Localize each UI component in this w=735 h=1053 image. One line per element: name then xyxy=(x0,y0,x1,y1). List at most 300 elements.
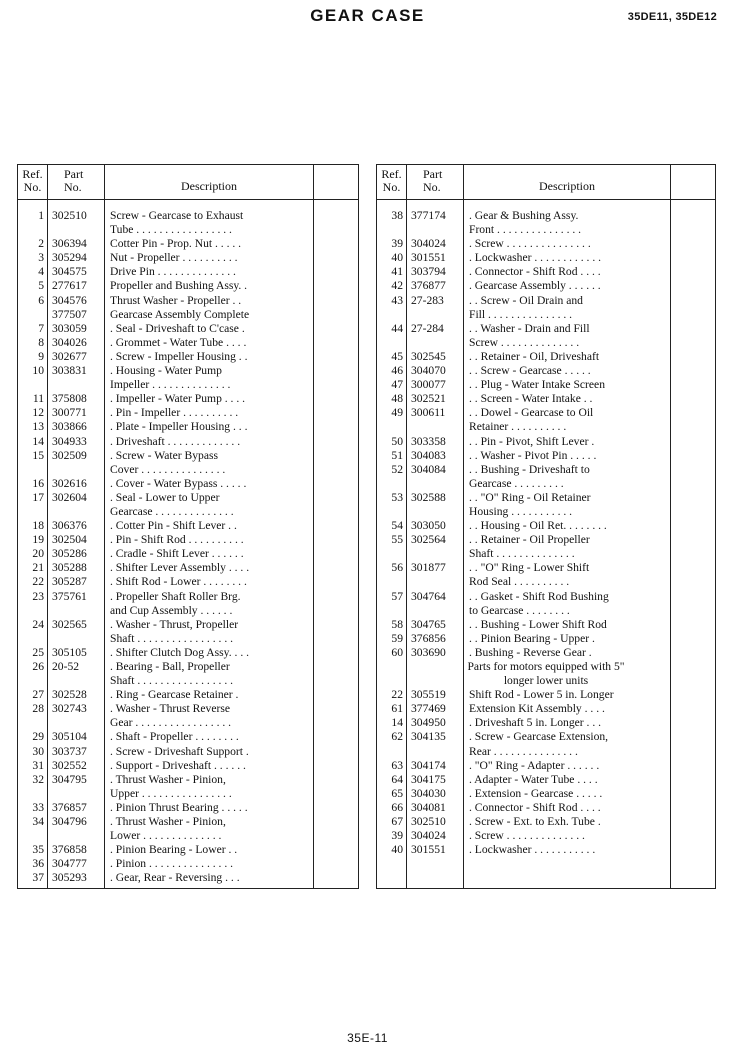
description-header: Description xyxy=(181,179,237,193)
table-row xyxy=(18,787,358,801)
part-number-cell: 302528 xyxy=(52,688,87,702)
ref-cell: 15 xyxy=(32,448,44,462)
table-row xyxy=(18,561,358,575)
description-cell: Shaft . . . . . . . . . . . . . . xyxy=(469,547,575,561)
description-cell: . Gear, Rear - Reversing . . . xyxy=(110,871,240,885)
description-cell: . Cradle - Shift Lever . . . . . . xyxy=(110,547,244,561)
description-cell: . . Screw - Gearcase . . . . . xyxy=(469,364,591,378)
description-cell: Rear . . . . . . . . . . . . . . . xyxy=(469,744,578,758)
description-cell: . Cotter Pin - Shift Lever . . xyxy=(110,519,237,533)
ref-cell: 5 xyxy=(38,279,44,293)
ref-cell: 45 xyxy=(391,349,403,363)
table-row xyxy=(18,308,358,322)
part-number-cell: 305105 xyxy=(52,645,87,659)
table-row xyxy=(18,660,358,674)
part-number-cell: 305294 xyxy=(52,251,87,265)
description-cell: . Bushing - Reverse Gear . xyxy=(469,645,592,659)
note-line: longer lower units xyxy=(503,674,589,688)
description-cell: Housing . . . . . . . . . . . xyxy=(469,504,573,518)
description-cell: . Thrust Washer - Pinion, xyxy=(110,815,226,829)
note-line: Parts for motors equipped with 5" xyxy=(467,660,625,673)
description-cell: . Extension - Gearcase . . . . . xyxy=(469,786,603,800)
ref-cell: 62 xyxy=(391,730,403,744)
ref-cell: 23 xyxy=(32,589,44,603)
table-row xyxy=(18,392,358,406)
description-cell: Tube . . . . . . . . . . . . . . . . . xyxy=(110,223,232,237)
part-number-cell: 302504 xyxy=(52,533,87,547)
description-cell: . . Bushing - Driveshaft to xyxy=(469,462,590,476)
description-cell: Upper . . . . . . . . . . . . . . . . xyxy=(110,786,232,800)
ref-cell: 52 xyxy=(391,462,403,476)
description-cell: . Grommet - Water Tube . . . . xyxy=(110,335,247,349)
ref-cell: 49 xyxy=(391,406,403,420)
table-row xyxy=(377,406,715,420)
description-cell: . Screw - Driveshaft Support . xyxy=(110,744,249,758)
ref-no-header: Ref. No. xyxy=(22,167,43,194)
table-row xyxy=(18,646,358,660)
description-cell: . Pinion Bearing - Lower . . xyxy=(110,843,238,857)
table-row xyxy=(377,378,715,392)
part-number-cell: 304024 xyxy=(411,829,446,843)
ref-cell: 48 xyxy=(391,392,403,406)
table-row xyxy=(18,491,358,505)
part-number-cell: 304135 xyxy=(411,730,446,744)
table-row xyxy=(377,533,715,547)
description-cell: Nut - Propeller . . . . . . . . . . xyxy=(110,251,238,265)
table-row xyxy=(377,251,715,265)
part-number-cell: 303794 xyxy=(411,265,446,279)
description-cell: . . Screen - Water Intake . . xyxy=(469,392,593,406)
part-number-cell: 304030 xyxy=(411,786,446,800)
description-cell: . Pin - Impeller . . . . . . . . . . xyxy=(110,406,239,420)
table-row xyxy=(377,604,715,618)
ref-cell: 22 xyxy=(391,688,403,702)
part-number-cell: 304083 xyxy=(411,448,446,462)
description-cell: . . Plug - Water Intake Screen xyxy=(469,378,605,392)
table-row xyxy=(18,251,358,265)
ref-cell: 20 xyxy=(32,547,44,561)
ref-cell: 59 xyxy=(391,631,403,645)
ref-cell: 31 xyxy=(32,758,44,772)
table-row xyxy=(18,702,358,716)
parts-list-left xyxy=(18,209,358,886)
table-row xyxy=(18,773,358,787)
part-number-cell: 376877 xyxy=(411,279,446,293)
description-cell: Shaft . . . . . . . . . . . . . . . . . xyxy=(110,631,234,645)
ref-cell: 51 xyxy=(391,448,403,462)
description-cell: . Adapter - Water Tube . . . . xyxy=(469,772,598,786)
description-cell: to Gearcase . . . . . . . . xyxy=(469,603,570,617)
description-cell: Retainer . . . . . . . . . . xyxy=(469,420,567,434)
table-row xyxy=(377,223,715,237)
description-cell: . . Retainer - Oil, Driveshaft xyxy=(469,349,600,363)
part-number-cell: 304764 xyxy=(411,589,446,603)
table-row xyxy=(18,674,358,688)
part-number-cell: 27-284 xyxy=(411,321,444,335)
ref-cell: 47 xyxy=(391,378,403,392)
table-row xyxy=(18,223,358,237)
ref-cell: 8 xyxy=(38,335,44,349)
table-row xyxy=(377,265,715,279)
table-row xyxy=(377,773,715,787)
description-cell: . . Gasket - Shift Rod Bushing xyxy=(469,589,609,603)
description-cell: . . Bushing - Lower Shift Rod xyxy=(469,617,607,631)
part-number-cell: 377174 xyxy=(411,209,446,222)
description-cell: . Bearing - Ball, Propeller xyxy=(110,660,230,673)
part-number-cell: 27-283 xyxy=(411,293,444,307)
table-row xyxy=(377,237,715,251)
table-row xyxy=(18,336,358,350)
table-row xyxy=(18,759,358,773)
part-number-cell: 305519 xyxy=(411,688,446,702)
table-row xyxy=(18,350,358,364)
description-cell: . Plate - Impeller Housing . . . xyxy=(110,420,248,434)
table-row xyxy=(377,547,715,561)
table-row xyxy=(377,716,715,730)
part-number-cell: 304777 xyxy=(52,857,87,871)
description-cell: Lower . . . . . . . . . . . . . . xyxy=(110,829,222,843)
part-number-cell: 304765 xyxy=(411,617,446,631)
description-cell: . Gearcase Assembly . . . . . . xyxy=(469,279,601,293)
part-number-cell: 302521 xyxy=(411,392,446,406)
table-row xyxy=(377,702,715,716)
ref-cell: 58 xyxy=(391,617,403,631)
description-cell: . . Pinion Bearing - Upper . xyxy=(469,631,595,645)
part-number-cell: 304026 xyxy=(52,335,87,349)
ref-cell: 3 xyxy=(38,251,44,265)
ref-cell: 33 xyxy=(32,800,44,814)
table-row xyxy=(18,829,358,843)
table-row xyxy=(18,477,358,491)
description-cell: . Gear & Bushing Assy. xyxy=(469,209,579,222)
part-number-cell: 302510 xyxy=(52,209,87,222)
description-cell: . Housing - Water Pump xyxy=(110,364,222,378)
ref-cell: 29 xyxy=(32,730,44,744)
table-row xyxy=(377,730,715,744)
ref-cell: 42 xyxy=(391,279,403,293)
table-row xyxy=(377,449,715,463)
table-row xyxy=(377,505,715,519)
table-row xyxy=(18,857,358,871)
ref-cell: 57 xyxy=(391,589,403,603)
part-number-cell: 301551 xyxy=(411,251,446,265)
part-number-cell: 304795 xyxy=(52,772,87,786)
description-cell: . . Pin - Pivot, Shift Lever . xyxy=(469,434,595,448)
table-row xyxy=(18,294,358,308)
part-number-cell: 20-52 xyxy=(52,660,80,673)
part-number-cell: 303866 xyxy=(52,420,87,434)
table-row xyxy=(18,406,358,420)
table-row xyxy=(377,575,715,589)
ref-cell: 14 xyxy=(32,434,44,448)
part-number-cell: 304796 xyxy=(52,815,87,829)
part-number-cell: 305293 xyxy=(52,871,87,885)
ref-cell: 38 xyxy=(391,209,403,222)
table-row xyxy=(377,463,715,477)
part-number-cell: 375761 xyxy=(52,589,87,603)
description-cell: Shaft . . . . . . . . . . . . . . . . . xyxy=(110,674,234,688)
ref-cell: 7 xyxy=(38,321,44,335)
table-row xyxy=(18,815,358,829)
table-row xyxy=(18,420,358,434)
extension-parts-note xyxy=(377,660,715,688)
ref-cell: 63 xyxy=(391,758,403,772)
model-numbers: 35DE11, 35DE12 xyxy=(627,11,717,23)
description-cell: . . Retainer - Oil Propeller xyxy=(469,533,590,547)
table-row xyxy=(377,759,715,773)
table-row xyxy=(18,378,358,392)
ref-cell: 46 xyxy=(391,364,403,378)
table-row xyxy=(18,279,358,293)
part-number-cell: 304933 xyxy=(52,434,87,448)
description-cell: . . "O" Ring - Oil Retainer xyxy=(469,490,591,504)
ref-cell: 65 xyxy=(391,786,403,800)
ref-cell: 60 xyxy=(391,645,403,659)
description-cell: . . Housing - Oil Ret. . . . . . . . xyxy=(469,519,607,533)
ref-cell: 55 xyxy=(391,533,403,547)
ref-cell: 9 xyxy=(38,349,44,363)
part-number-cell: 304575 xyxy=(52,265,87,279)
ref-cell: 39 xyxy=(391,237,403,251)
table-row xyxy=(18,237,358,251)
description-cell: Impeller . . . . . . . . . . . . . . xyxy=(110,378,231,392)
table-row xyxy=(18,449,358,463)
part-number-cell: 376858 xyxy=(52,843,87,857)
part-number-cell: 303059 xyxy=(52,321,87,335)
ref-cell: 40 xyxy=(391,843,403,857)
part-number-cell: 301551 xyxy=(411,843,446,857)
table-row xyxy=(377,787,715,801)
table-row xyxy=(377,392,715,406)
part-number-cell: 300077 xyxy=(411,378,446,392)
table-row xyxy=(18,364,358,378)
table-row xyxy=(18,322,358,336)
parts-table-left xyxy=(17,164,359,889)
table-row xyxy=(377,477,715,491)
ref-cell: 12 xyxy=(32,406,44,420)
description-cell: Drive Pin . . . . . . . . . . . . . . xyxy=(110,265,236,279)
parts-list-right xyxy=(377,209,715,857)
description-cell: . Shifter Clutch Dog Assy. . . . xyxy=(110,645,250,659)
description-cell: . . "O" Ring - Lower Shift xyxy=(469,561,590,575)
ref-cell: 37 xyxy=(32,871,44,885)
table-row xyxy=(377,618,715,632)
part-number-cell: 302743 xyxy=(52,702,87,716)
table-row xyxy=(377,688,715,702)
description-cell: Cover . . . . . . . . . . . . . . . xyxy=(110,462,226,476)
table-row xyxy=(377,364,715,378)
table-row xyxy=(377,561,715,575)
ref-cell: 4 xyxy=(38,265,44,279)
part-number-cell: 303358 xyxy=(411,434,446,448)
table-row xyxy=(377,646,715,660)
table-row xyxy=(18,730,358,744)
part-number-cell: 302565 xyxy=(52,617,87,631)
part-number-cell: 304576 xyxy=(52,293,87,307)
ref-cell: 56 xyxy=(391,561,403,575)
description-cell: Screw - Gearcase to Exhaust xyxy=(110,209,244,222)
description-cell: Gearcase . . . . . . . . . xyxy=(469,476,564,490)
part-number-cell: 305287 xyxy=(52,575,87,589)
ref-cell: 18 xyxy=(32,519,44,533)
table-row xyxy=(18,463,358,477)
table-row xyxy=(18,505,358,519)
table-row xyxy=(377,308,715,322)
description-cell: . Pinion . . . . . . . . . . . . . . . xyxy=(110,857,234,871)
description-cell: . Screw . . . . . . . . . . . . . . . xyxy=(469,237,591,251)
page-number: 35E-11 xyxy=(347,1031,388,1045)
table-row xyxy=(377,745,715,759)
part-number-cell: 376857 xyxy=(52,800,87,814)
description-cell: Thrust Washer - Propeller . . xyxy=(110,293,242,307)
table-row xyxy=(377,294,715,308)
description-cell: Fill . . . . . . . . . . . . . . . xyxy=(469,307,573,321)
ref-cell: 19 xyxy=(32,533,44,547)
ref-cell: 26 xyxy=(32,660,44,673)
ref-cell: 44 xyxy=(391,321,403,335)
part-number-cell: 304084 xyxy=(411,462,446,476)
description-cell: . Propeller Shaft Roller Brg. xyxy=(110,589,241,603)
ref-cell: 24 xyxy=(32,617,44,631)
description-cell: . Pin - Shift Rod . . . . . . . . . . xyxy=(110,533,244,547)
part-number-cell: 304174 xyxy=(411,758,446,772)
description-cell: . Impeller - Water Pump . . . . xyxy=(110,392,246,406)
description-cell: Cotter Pin - Prop. Nut . . . . . xyxy=(110,237,242,251)
table-row xyxy=(377,829,715,843)
description-cell: . Lockwasher . . . . . . . . . . . . xyxy=(469,251,602,265)
description-cell: . Thrust Washer - Pinion, xyxy=(110,772,226,786)
description-cell: . Driveshaft 5 in. Longer . . . xyxy=(469,716,602,730)
part-number-cell: 277617 xyxy=(52,279,87,293)
table-row xyxy=(18,209,358,223)
description-cell: . . Washer - Drain and Fill xyxy=(469,321,590,335)
table-row xyxy=(377,209,715,223)
description-cell: . . Dowel - Gearcase to Oil xyxy=(469,406,594,420)
description-cell: Gear . . . . . . . . . . . . . . . . . xyxy=(110,716,232,730)
part-number-cell: 302564 xyxy=(411,533,446,547)
part-number-cell: 302509 xyxy=(52,448,87,462)
part-no-header: Part No. xyxy=(64,167,84,194)
part-number-cell: 303737 xyxy=(52,744,87,758)
part-number-cell: 302677 xyxy=(52,349,87,363)
description-cell: . Support - Driveshaft . . . . . . xyxy=(110,758,246,772)
part-number-cell: 303690 xyxy=(411,645,446,659)
table-row xyxy=(18,632,358,646)
table-row xyxy=(377,632,715,646)
part-number-cell: 376856 xyxy=(411,631,446,645)
part-number-cell: 301877 xyxy=(411,561,446,575)
table-row xyxy=(18,745,358,759)
table-row xyxy=(377,322,715,336)
ref-cell: 54 xyxy=(391,519,403,533)
ref-cell: 6 xyxy=(38,293,44,307)
ref-cell: 28 xyxy=(32,702,44,716)
ref-cell: 13 xyxy=(32,420,44,434)
ref-no-header: Ref. No. xyxy=(381,167,402,194)
table-row xyxy=(18,435,358,449)
part-number-cell: 377507 xyxy=(52,307,87,321)
description-cell: . Screw - Water Bypass xyxy=(110,448,219,462)
description-cell: . Driveshaft . . . . . . . . . . . . . xyxy=(110,434,241,448)
table-row xyxy=(18,590,358,604)
ref-cell: 43 xyxy=(391,293,403,307)
table-row xyxy=(377,801,715,815)
description-cell: Front . . . . . . . . . . . . . . . xyxy=(469,223,582,237)
table-row xyxy=(377,519,715,533)
ref-cell: 30 xyxy=(32,744,44,758)
table-row xyxy=(18,871,358,885)
part-no-header: Part No. xyxy=(423,167,443,194)
ref-cell: 36 xyxy=(32,857,44,871)
part-number-cell: 303831 xyxy=(52,364,87,378)
table-row xyxy=(377,815,715,829)
ref-cell: 61 xyxy=(391,702,403,716)
ref-cell: 2 xyxy=(38,237,44,251)
description-cell: . . Washer - Pivot Pin . . . . . xyxy=(469,448,597,462)
description-cell: . Shifter Lever Assembly . . . . xyxy=(110,561,250,575)
table-row xyxy=(18,688,358,702)
table-row xyxy=(18,716,358,730)
description-cell: and Cup Assembly . . . . . . xyxy=(110,603,233,617)
table-row xyxy=(18,533,358,547)
table-row xyxy=(18,547,358,561)
description-cell: . Lockwasher . . . . . . . . . . . xyxy=(469,843,596,857)
ref-cell: 22 xyxy=(32,575,44,589)
part-number-cell: 377469 xyxy=(411,702,446,716)
ref-cell: 14 xyxy=(391,716,403,730)
part-number-cell: 304175 xyxy=(411,772,446,786)
ref-cell: 27 xyxy=(32,688,44,702)
part-number-cell: 304081 xyxy=(411,800,446,814)
table-row xyxy=(377,350,715,364)
ref-cell: 11 xyxy=(32,392,44,406)
ref-cell: 10 xyxy=(32,364,44,378)
description-header: Description xyxy=(539,179,595,193)
description-cell: . Screw - Gearcase Extension, xyxy=(469,730,609,744)
table-row xyxy=(377,420,715,434)
ref-cell: 25 xyxy=(32,645,44,659)
table-row xyxy=(377,590,715,604)
description-cell: Shift Rod - Lower 5 in. Longer xyxy=(469,688,614,702)
part-number-cell: 306376 xyxy=(52,519,87,533)
part-number-cell: 300771 xyxy=(52,406,87,420)
part-number-cell: 302510 xyxy=(411,815,446,829)
part-number-cell: 305104 xyxy=(52,730,87,744)
description-cell: . "O" Ring - Adapter . . . . . . xyxy=(469,758,600,772)
table-row xyxy=(377,279,715,293)
table-row xyxy=(18,604,358,618)
part-number-cell: 306394 xyxy=(52,237,87,251)
description-cell: . Washer - Thrust Reverse xyxy=(110,702,231,716)
part-number-cell: 305286 xyxy=(52,547,87,561)
ref-cell: 32 xyxy=(32,772,44,786)
part-number-cell: 302616 xyxy=(52,476,87,490)
description-cell: . Connector - Shift Rod . . . . xyxy=(469,265,601,279)
ref-cell: 53 xyxy=(391,490,403,504)
ref-cell: 39 xyxy=(391,829,403,843)
table-row xyxy=(18,801,358,815)
part-number-cell: 305288 xyxy=(52,561,87,575)
part-number-cell: 304070 xyxy=(411,364,446,378)
ref-cell: 34 xyxy=(32,815,44,829)
description-cell: . Screw - Impeller Housing . . xyxy=(110,349,248,363)
ref-cell: 21 xyxy=(32,561,44,575)
part-number-cell: 302604 xyxy=(52,490,87,504)
ref-cell: 1 xyxy=(38,209,44,222)
part-number-cell: 300611 xyxy=(411,406,446,420)
part-number-cell: 304024 xyxy=(411,237,446,251)
part-number-cell: 302588 xyxy=(411,490,446,504)
